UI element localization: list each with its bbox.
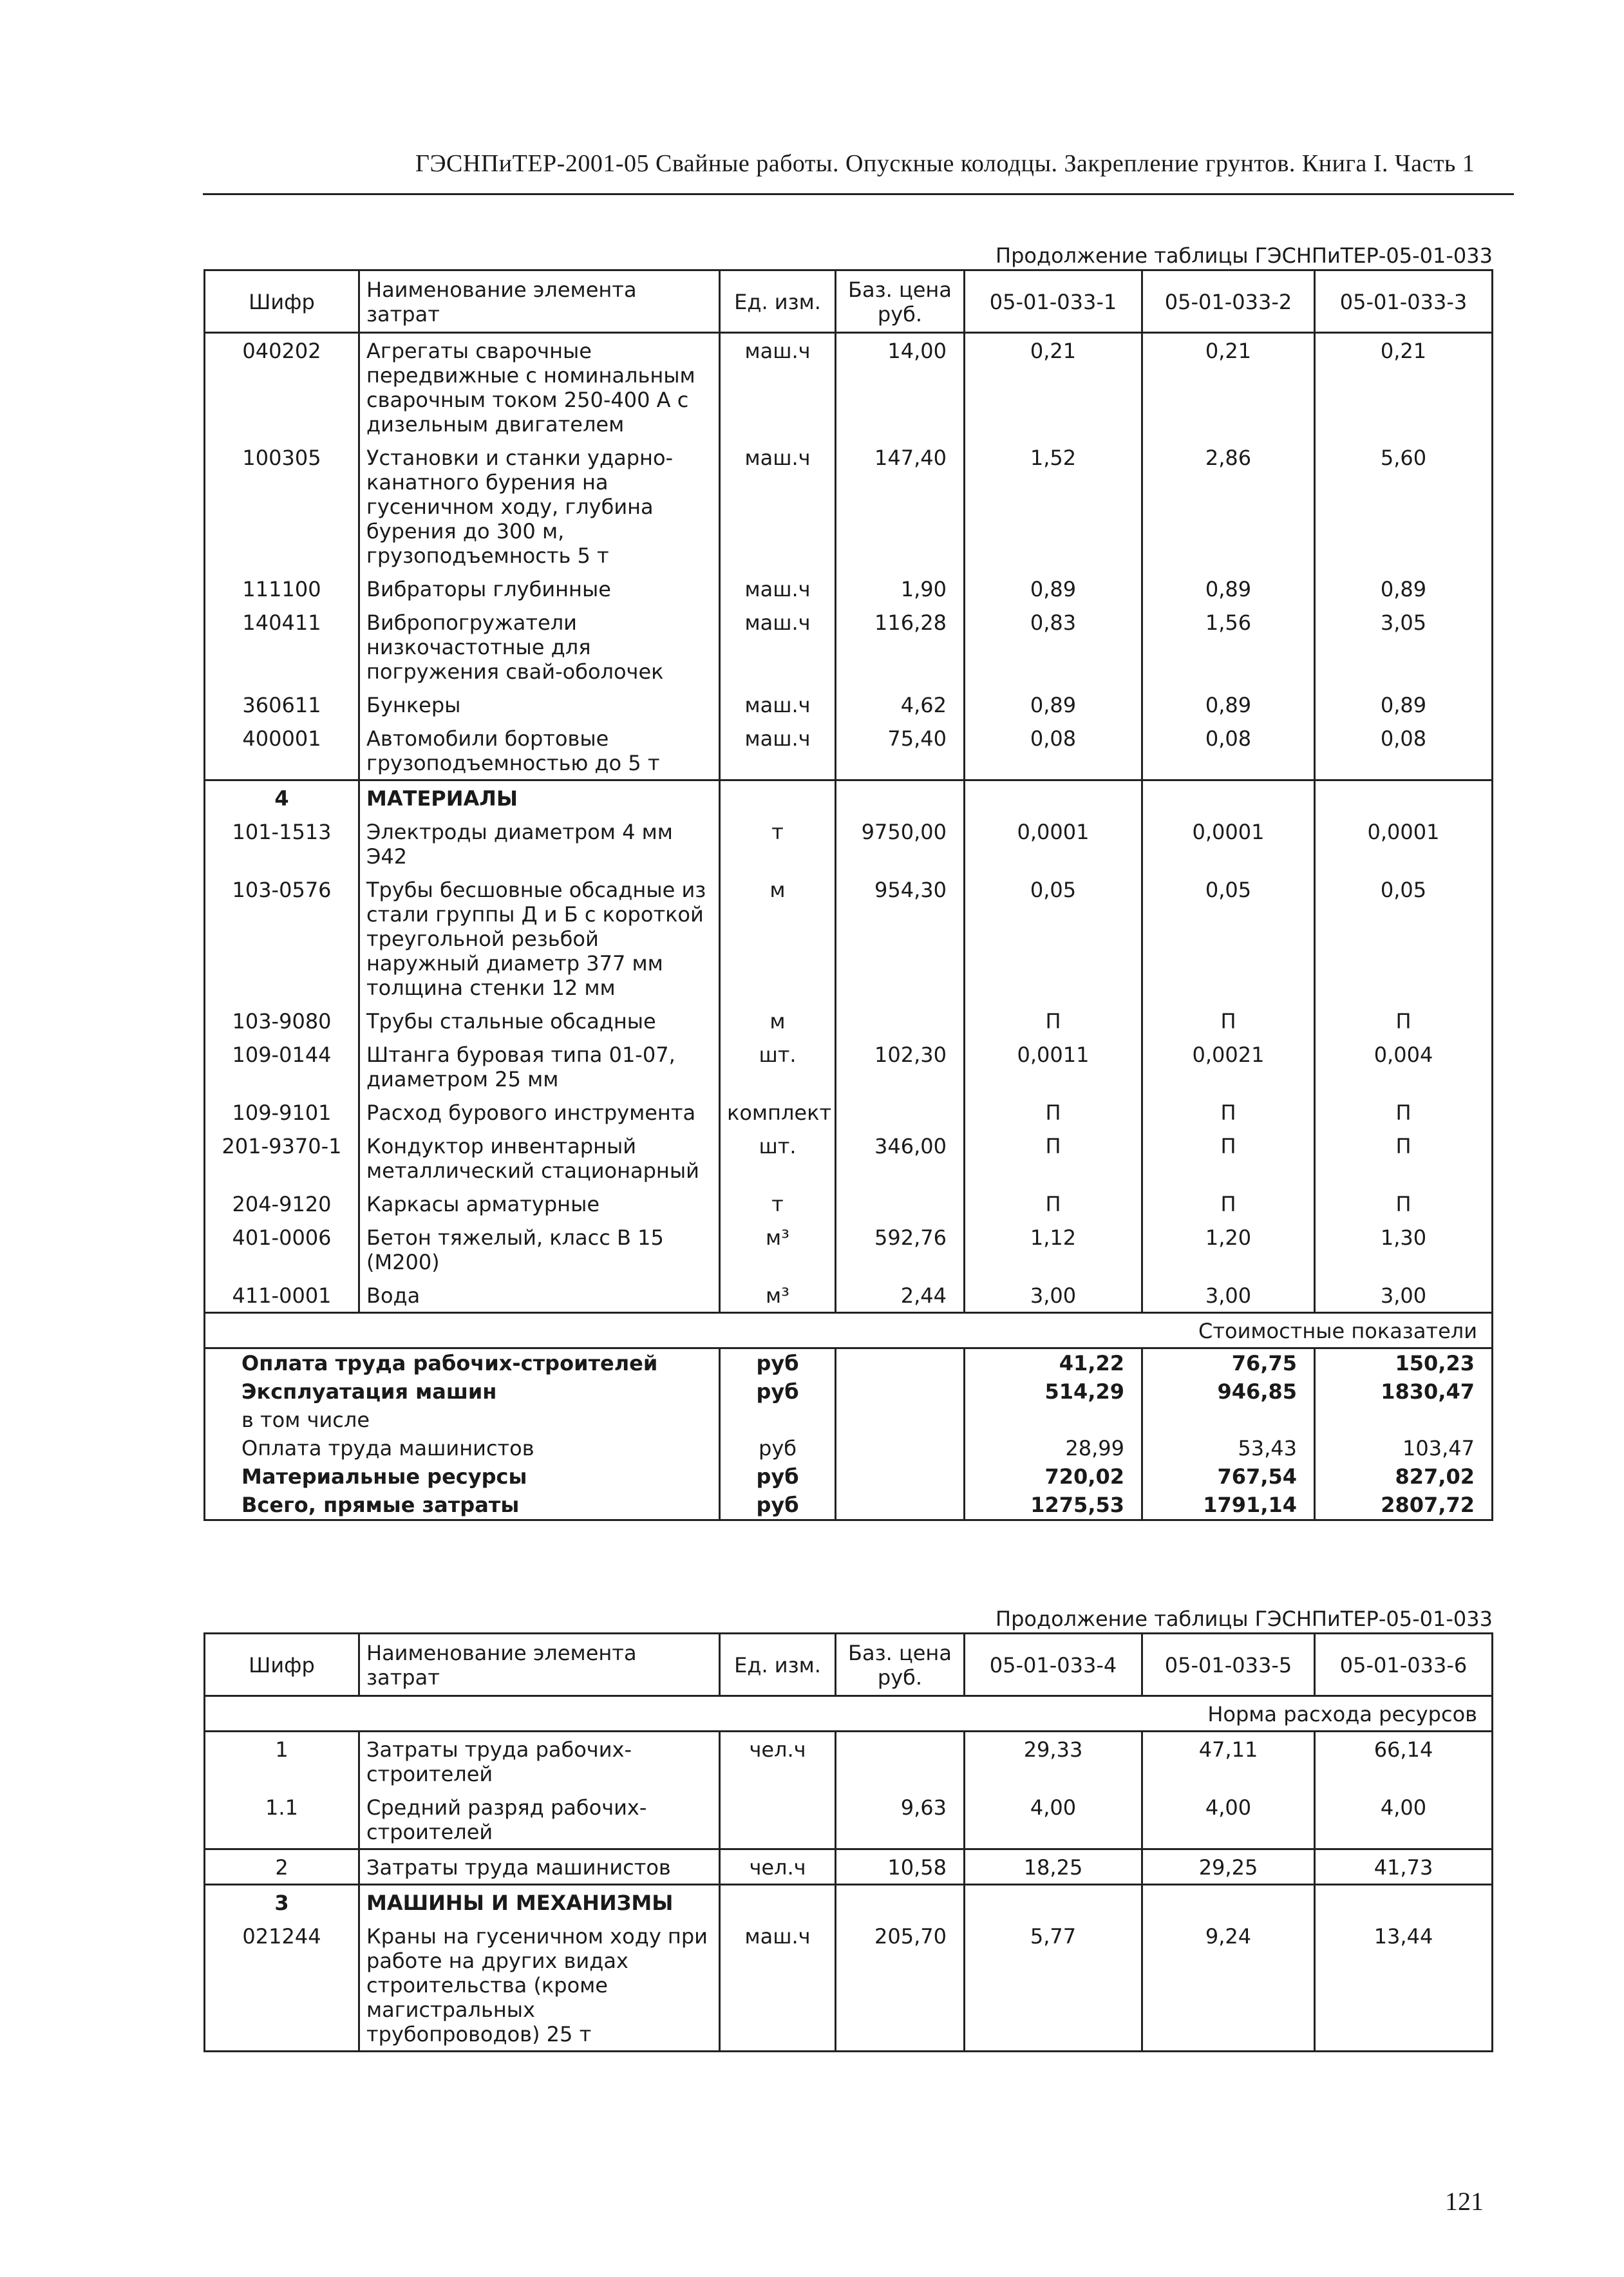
summary-row — [205, 1491, 1493, 1520]
row-unit: шт. — [720, 1037, 836, 1095]
row-unit: т — [720, 815, 836, 873]
row-price: 9750,00 — [836, 815, 965, 873]
summary-price — [836, 1462, 965, 1491]
summary-value-2: 767,54 — [1142, 1462, 1315, 1491]
row-unit — [720, 1790, 836, 1849]
row-name: Кондуктор инвентарный металлический стационарный — [359, 1129, 720, 1187]
table-row — [205, 815, 1493, 873]
row-unit: маш.ч — [720, 440, 836, 572]
row-unit: чел.ч — [720, 1732, 836, 1791]
row-code: 401-0006 — [232, 1225, 332, 1250]
cost-band-label: Стоимостные показатели — [205, 1313, 1493, 1348]
row-value-2: 0,21 — [1142, 333, 1315, 441]
summary-value-3 — [1315, 1406, 1493, 1434]
table1 — [203, 269, 1493, 1521]
cost-band-row — [205, 1313, 1493, 1348]
table-row — [205, 1187, 1493, 1220]
row-value-2: 0,0021 — [1142, 1037, 1315, 1095]
row-price: 954,30 — [836, 873, 965, 1004]
row-value-2: 9,24 — [1142, 1919, 1315, 2052]
row-value-3: П — [1315, 1095, 1493, 1129]
table-row — [205, 1790, 1493, 1849]
header-unit: Ед. изм. — [720, 270, 836, 333]
row-value-3: 0,89 — [1315, 688, 1493, 721]
row-value-2: П — [1142, 1129, 1315, 1187]
row-price — [836, 1004, 965, 1037]
row-code: 360611 — [242, 693, 321, 717]
summary-label: Всего, прямые затраты — [241, 1493, 520, 1517]
summary-label: Оплата труда машинистов — [241, 1436, 534, 1460]
row-name: Штанга буровая типа 01-07, диаметром 25 мм — [359, 1037, 720, 1095]
header-col2: 05-01-033-5 — [1142, 1634, 1315, 1696]
summary-value-2: 1791,14 — [1142, 1491, 1315, 1520]
row-code: 140411 — [242, 610, 321, 635]
row-price — [836, 1095, 965, 1129]
summary-value-3: 150,23 — [1315, 1348, 1493, 1378]
table-row — [205, 1129, 1493, 1187]
header-price: Баз. цена руб. — [836, 270, 965, 333]
summary-row — [205, 1377, 1493, 1406]
table-row — [205, 1220, 1493, 1278]
row-value-2: П — [1142, 1004, 1315, 1037]
row-value-3: П — [1315, 1004, 1493, 1037]
table-row — [205, 1732, 1493, 1791]
summary-unit: руб — [720, 1491, 836, 1520]
row-name: Бетон тяжелый, класс В 15 (М200) — [359, 1220, 720, 1278]
row-value-1: П — [965, 1095, 1142, 1129]
header-rule — [203, 193, 1514, 195]
summary-price — [836, 1434, 965, 1462]
header-name: Наименование элемента затрат — [359, 270, 720, 333]
summary-value-1: 514,29 — [965, 1377, 1142, 1406]
row-value-1: 0,89 — [965, 688, 1142, 721]
row-name: Автомобили бортовые грузоподъемностью до 5 т — [359, 721, 720, 780]
section-code: 3 — [205, 1885, 359, 1920]
row-unit: маш.ч — [720, 333, 836, 441]
norm-band-label: Норма расхода ресурсов — [205, 1696, 1493, 1732]
summary-label: Оплата труда рабочих-строителей — [241, 1351, 658, 1375]
row-unit: чел.ч — [720, 1849, 836, 1885]
row-value-2: 0,0001 — [1142, 815, 1315, 873]
summary-value-2 — [1142, 1406, 1315, 1434]
table-row — [205, 688, 1493, 721]
row-value-1: 4,00 — [965, 1790, 1142, 1849]
header-code: Шифр — [205, 270, 359, 333]
section-row — [205, 1885, 1493, 1920]
summary-value-2: 53,43 — [1142, 1434, 1315, 1462]
summary-value-1: 28,99 — [965, 1434, 1142, 1462]
row-code: 400001 — [242, 726, 321, 751]
row-value-3: 0,89 — [1315, 572, 1493, 605]
row-value-3: П — [1315, 1129, 1493, 1187]
summary-label: Эксплуатация машин — [241, 1379, 497, 1404]
row-value-2: П — [1142, 1187, 1315, 1220]
row-value-3: 0,21 — [1315, 333, 1493, 441]
row-value-1: 18,25 — [965, 1849, 1142, 1885]
summary-unit: руб — [720, 1434, 836, 1462]
header-code: Шифр — [205, 1634, 359, 1696]
table-row — [205, 572, 1493, 605]
row-value-3: 5,60 — [1315, 440, 1493, 572]
summary-unit: руб — [720, 1348, 836, 1378]
row-value-1: 0,21 — [965, 333, 1142, 441]
row-value-1: 0,89 — [965, 572, 1142, 605]
running-header: ГЭСНПиТЕР-2001-05 Свайные работы. Опускные колодцы. Закрепление грунтов. Книга I. Часть 1 — [415, 150, 1475, 177]
summary-row — [205, 1406, 1493, 1434]
row-value-3: 3,05 — [1315, 605, 1493, 688]
row-value-3: 4,00 — [1315, 1790, 1493, 1849]
row-code: 109-9101 — [232, 1101, 332, 1125]
row-value-1: 1,12 — [965, 1220, 1142, 1278]
table-row — [205, 605, 1493, 688]
row-code: 411-0001 — [232, 1283, 332, 1308]
row-price: 592,76 — [836, 1220, 965, 1278]
summary-row — [205, 1434, 1493, 1462]
row-value-1: 5,77 — [965, 1919, 1142, 2052]
row-price: 147,40 — [836, 440, 965, 572]
row-unit: маш.ч — [720, 688, 836, 721]
row-value-3: П — [1315, 1187, 1493, 1220]
summary-price — [836, 1406, 965, 1434]
summary-value-1: 720,02 — [965, 1462, 1142, 1491]
row-name: Вода — [359, 1278, 720, 1313]
row-value-3: 0,004 — [1315, 1037, 1493, 1095]
summary-row — [205, 1348, 1493, 1378]
row-value-2: 4,00 — [1142, 1790, 1315, 1849]
row-price: 346,00 — [836, 1129, 965, 1187]
row-value-1: 0,05 — [965, 873, 1142, 1004]
row-unit: комплект — [720, 1095, 836, 1129]
row-value-3: 41,73 — [1315, 1849, 1493, 1885]
row-value-1: П — [965, 1129, 1142, 1187]
table2-caption: Продолжение таблицы ГЭСНПиТЕР-05-01-033 — [996, 1607, 1493, 1631]
row-name: Установки и станки ударно-канатного бурения на гусеничном ходу, глубина бурения до 300 м, грузоподъемность 5 т — [359, 440, 720, 572]
row-unit: маш.ч — [720, 1919, 836, 2052]
row-name: Трубы бесшовные обсадные из стали группы Д и Б с короткой треугольной резьбой наружный диаметр 377 мм толщина стенки 12 мм — [359, 873, 720, 1004]
row-price — [836, 1187, 965, 1220]
row-price — [836, 1732, 965, 1791]
row-value-2: 47,11 — [1142, 1732, 1315, 1791]
row-name: Каркасы арматурные — [359, 1187, 720, 1220]
row-value-1: 0,0001 — [965, 815, 1142, 873]
row-value-1: 1,52 — [965, 440, 1142, 572]
table-row — [205, 333, 1493, 441]
summary-value-1: 1275,53 — [965, 1491, 1142, 1520]
row-unit: шт. — [720, 1129, 836, 1187]
row-value-2: 0,08 — [1142, 721, 1315, 780]
header-unit: Ед. изм. — [720, 1634, 836, 1696]
table1-header-row — [205, 270, 1493, 333]
row-unit: маш.ч — [720, 605, 836, 688]
row-value-1: 29,33 — [965, 1732, 1142, 1791]
summary-value-2: 946,85 — [1142, 1377, 1315, 1406]
row-price: 75,40 — [836, 721, 965, 780]
row-price: 205,70 — [836, 1919, 965, 2052]
row-value-3: 0,0001 — [1315, 815, 1493, 873]
table2-header-row — [205, 1634, 1493, 1696]
table-row — [205, 1037, 1493, 1095]
table-row — [205, 1849, 1493, 1885]
row-unit: т — [720, 1187, 836, 1220]
summary-value-1: 41,22 — [965, 1348, 1142, 1378]
table-row — [205, 1095, 1493, 1129]
row-unit: м — [720, 1004, 836, 1037]
row-value-2: 1,20 — [1142, 1220, 1315, 1278]
row-value-2: 29,25 — [1142, 1849, 1315, 1885]
row-code: 103-9080 — [232, 1009, 332, 1034]
row-value-2: 0,89 — [1142, 572, 1315, 605]
row-value-2: 2,86 — [1142, 440, 1315, 572]
row-name: Вибраторы глубинные — [359, 572, 720, 605]
header-price: Баз. цена руб. — [836, 1634, 965, 1696]
row-code: 2 — [205, 1849, 359, 1885]
summary-value-1 — [965, 1406, 1142, 1434]
row-unit: м³ — [720, 1278, 836, 1313]
row-value-1: П — [965, 1187, 1142, 1220]
row-price: 9,63 — [836, 1790, 965, 1849]
section-title: МАШИНЫ И МЕХАНИЗМЫ — [359, 1885, 720, 1920]
row-unit: м³ — [720, 1220, 836, 1278]
header-name: Наименование элемента затрат — [359, 1634, 720, 1696]
section-title: МАТЕРИАЛЫ — [359, 780, 720, 815]
summary-value-3: 827,02 — [1315, 1462, 1493, 1491]
norm-band-row — [205, 1696, 1493, 1732]
row-price: 102,30 — [836, 1037, 965, 1095]
row-value-2: 0,05 — [1142, 873, 1315, 1004]
summary-row — [205, 1462, 1493, 1491]
summary-price — [836, 1491, 965, 1520]
row-price: 1,90 — [836, 572, 965, 605]
row-value-1: П — [965, 1004, 1142, 1037]
row-value-3: 0,05 — [1315, 873, 1493, 1004]
table2 — [203, 1632, 1493, 2052]
row-value-3: 13,44 — [1315, 1919, 1493, 2052]
header-col2: 05-01-033-2 — [1142, 270, 1315, 333]
row-value-2: 1,56 — [1142, 605, 1315, 688]
summary-label: в том числе — [241, 1408, 370, 1432]
row-unit: маш.ч — [720, 572, 836, 605]
header-col3: 05-01-033-6 — [1315, 1634, 1493, 1696]
section-row — [205, 780, 1493, 815]
row-value-2: 0,89 — [1142, 688, 1315, 721]
section-code: 4 — [205, 780, 359, 815]
row-name: Краны на гусеничном ходу при работе на других видах строительства (кроме магистральных трубопроводов) 25 т — [359, 1919, 720, 2052]
table1-caption: Продолжение таблицы ГЭСНПиТЕР-05-01-033 — [996, 243, 1493, 268]
summary-price — [836, 1348, 965, 1378]
header-col3: 05-01-033-3 — [1315, 270, 1493, 333]
row-code: 021244 — [242, 1924, 321, 1949]
summary-unit: руб — [720, 1462, 836, 1491]
row-value-1: 3,00 — [965, 1278, 1142, 1313]
summary-price — [836, 1377, 965, 1406]
table-row — [205, 1004, 1493, 1037]
row-name: Средний разряд рабочих-строителей — [359, 1790, 720, 1849]
row-code: 040202 — [242, 339, 321, 363]
row-value-1: 0,83 — [965, 605, 1142, 688]
row-value-3: 1,30 — [1315, 1220, 1493, 1278]
row-price: 4,62 — [836, 688, 965, 721]
summary-value-3: 103,47 — [1315, 1434, 1493, 1462]
row-unit: м — [720, 873, 836, 1004]
row-price: 10,58 — [836, 1849, 965, 1885]
header-col1: 05-01-033-1 — [965, 270, 1142, 333]
row-value-1: 0,0011 — [965, 1037, 1142, 1095]
summary-unit: руб — [720, 1377, 836, 1406]
table-row — [205, 721, 1493, 780]
row-name: Расход бурового инструмента — [359, 1095, 720, 1129]
row-name: Бункеры — [359, 688, 720, 721]
row-unit: маш.ч — [720, 721, 836, 780]
table-row — [205, 873, 1493, 1004]
row-value-3: 0,08 — [1315, 721, 1493, 780]
summary-value-3: 1830,47 — [1315, 1377, 1493, 1406]
row-name: Электроды диаметром 4 мм Э42 — [359, 815, 720, 873]
row-value-2: 3,00 — [1142, 1278, 1315, 1313]
table-row — [205, 1278, 1493, 1313]
row-code: 101-1513 — [232, 820, 332, 844]
row-code: 109-0144 — [232, 1043, 332, 1067]
row-code: 201-9370-1 — [222, 1134, 342, 1158]
row-name: Затраты труда рабочих-строителей — [359, 1732, 720, 1791]
row-price: 2,44 — [836, 1278, 965, 1313]
summary-unit — [720, 1406, 836, 1434]
row-code: 204-9120 — [232, 1192, 332, 1216]
row-code: 1 — [275, 1737, 288, 1762]
row-value-1: 0,08 — [965, 721, 1142, 780]
row-code: 1.1 — [265, 1795, 298, 1820]
table-row — [205, 1919, 1493, 2052]
table-row — [205, 440, 1493, 572]
summary-value-3: 2807,72 — [1315, 1491, 1493, 1520]
row-price: 14,00 — [836, 333, 965, 441]
summary-value-2: 76,75 — [1142, 1348, 1315, 1378]
row-name: Вибропогружатели низкочастотные для погружения свай-оболочек — [359, 605, 720, 688]
summary-label: Материальные ресурсы — [241, 1464, 527, 1489]
page-number: 121 — [1445, 2187, 1484, 2216]
row-price: 116,28 — [836, 605, 965, 688]
row-code: 100305 — [242, 446, 321, 470]
header-col1: 05-01-033-4 — [965, 1634, 1142, 1696]
row-value-3: 3,00 — [1315, 1278, 1493, 1313]
row-name: Затраты труда машинистов — [359, 1849, 720, 1885]
row-value-2: П — [1142, 1095, 1315, 1129]
row-value-3: 66,14 — [1315, 1732, 1493, 1791]
row-name: Трубы стальные обсадные — [359, 1004, 720, 1037]
row-code: 103-0576 — [232, 878, 332, 902]
row-code: 111100 — [242, 577, 321, 601]
row-name: Агрегаты сварочные передвижные с номинальным сварочным током 250-400 А с дизельным двигателем — [359, 333, 720, 441]
